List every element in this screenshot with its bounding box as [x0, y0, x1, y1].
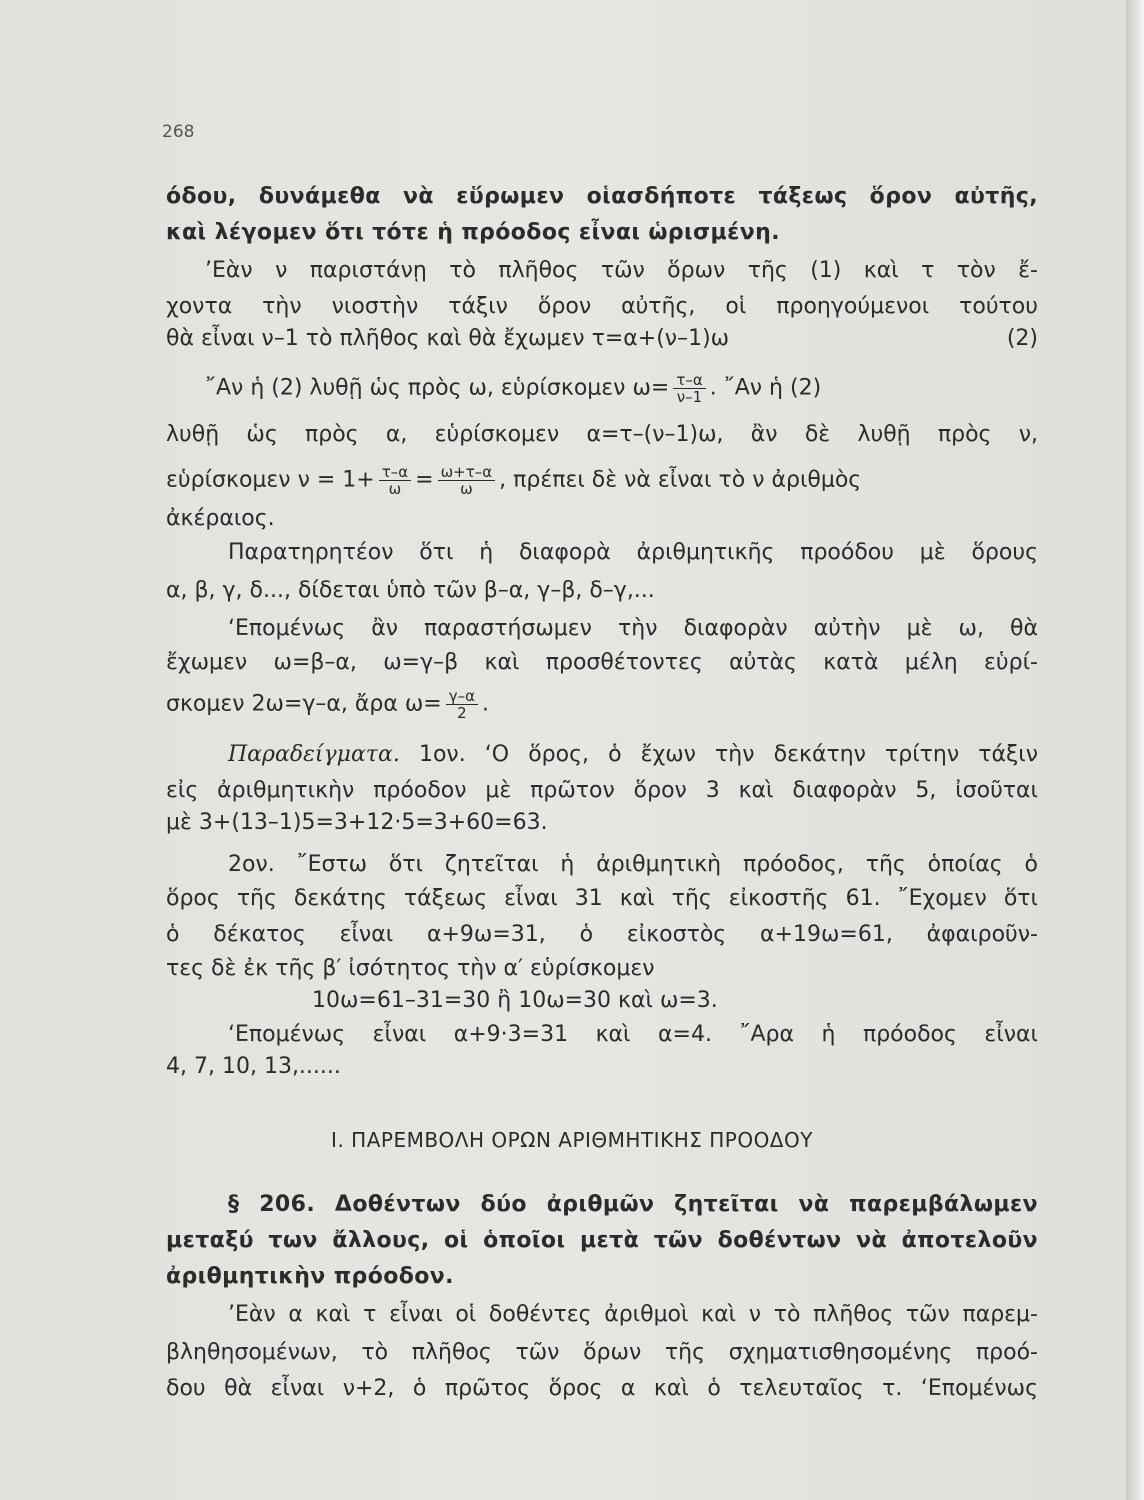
text-line: δου θὰ εἶναι ν+2, ὁ πρῶτος ὅρος α καὶ ὁ τελευταῖος τ. ‘Επομένως — [166, 1376, 1038, 1401]
text-line: ’Εὰν ν παριστάνῃ τὸ πλῆθος τῶν ὅρων τῆς (1) καὶ τ τὸν ἔ- — [205, 258, 1038, 283]
page-edge — [1126, 0, 1144, 1500]
formula-line — [205, 372, 1038, 405]
text-line: όδου, δυνάμεθα νὰ εὕρωμεν οἱασδήποτε τάξεως ὅρον αὐτῆς, — [166, 184, 1038, 209]
text-line: εἰς ἀριθμητικὴν πρόοδον μὲ πρῶτον ὅρον 3 καὶ διαφορὰν 5, ἰσοῦται — [166, 778, 1038, 803]
equation-tag: (2) — [1006, 326, 1038, 351]
text-line: ’Εὰν α καὶ τ εἶναι οἱ δοθέντες ἀριθμοὶ καὶ ν τὸ πλῆθος τῶν παρεμ- — [228, 1302, 1038, 1327]
formula-line — [166, 324, 1038, 354]
fraction — [379, 464, 411, 497]
text-line: θὰ εἶναι ν–1 τὸ πλῆθος καὶ θὰ ἔχωμεν τ=α+(ν–1)ω — [166, 326, 730, 351]
fraction-denominator: ν–1 — [676, 388, 703, 406]
text-segment: 1ον. ‘Ο ὅρος, ὁ ἔχων τὴν δεκάτην τρίτην τάξιν — [399, 742, 1038, 767]
text-line: λυθῇ ὡς πρὸς α, εὑρίσκομεν α=τ–(ν–1)ω, ἂν δὲ λυθῇ πρὸς ν, — [166, 422, 1038, 447]
text-line: βληθησομένων, τὸ πλῆθος τῶν ὅρων τῆς σχηματισθησομένης προό- — [166, 1340, 1038, 1365]
page-number: 268 — [162, 122, 195, 142]
section-heading: Ι. ΠΑΡΕΜΒΟΛΗ ΟΡΩΝ ΑΡΙΘΜΗΤΙΚΗΣ ΠΡΟΟΔΟΥ — [331, 1128, 813, 1152]
fraction — [438, 464, 496, 497]
text-segment: . — [482, 691, 489, 717]
text-line: ὁ δέκατος εἶναι α+9ω=31, ὁ εἰκοστὸς α+19ω=61, ἀφαιροῦν- — [166, 922, 1038, 947]
text-segment: = — [415, 467, 434, 493]
text-line: Παρατηρητέον ὅτι ἡ διαφορὰ ἀριθμητικῆς προόδου μὲ ὅρους — [228, 540, 1038, 565]
text-line: μεταξύ των ἄλλους, οἱ ὁποῖοι μετὰ τῶν δοθέντων νὰ ἀποτελοῦν — [166, 1228, 1038, 1253]
text-line: χοντα τὴν νιοστὴν τάξιν ὅρον αὐτῆς, οἱ προηγούμενοι τούτου — [166, 294, 1038, 319]
formula-line — [166, 688, 1038, 721]
text-line: § 206. Δοθέντων δύο ἀριθμῶν ζητεῖται νὰ παρεμβάλωμεν — [228, 1192, 1038, 1217]
fraction — [446, 688, 478, 721]
text-line: 4, 7, 10, 13,...... — [166, 1054, 341, 1079]
centered-formula: 10ω=61–31=30 ἢ 10ω=30 καὶ ω=3. — [312, 988, 718, 1013]
text-segment: σκομεν 2ω=γ–α, ἄρα ω= — [166, 691, 442, 717]
text-segment: , πρέπει δὲ νὰ εἶναι τὸ ν ἀριθμὸς — [499, 467, 862, 493]
text-line: καὶ λέγομεν ὅτι τότε ἡ πρόοδος εἶναι ὡρισμένη. — [166, 220, 781, 245]
fraction-denominator: ω — [388, 480, 402, 498]
text-line: μὲ 3+(13–1)5=3+12·5=3+60=63. — [166, 810, 548, 835]
text-line: 2ον. ῎Εστω ὅτι ζητεῖται ἡ ἀριθμητικὴ πρόοδος, τῆς ὁποίας ὁ — [228, 852, 1038, 877]
fraction-numerator: τ–α — [673, 372, 705, 389]
text-line: ἀκέραιος. — [166, 506, 275, 531]
text-line: ‘Επομένως εἶναι α+9·3=31 καὶ α=4. ῎Αρα ἡ πρόοδος εἶναι — [228, 1022, 1038, 1047]
formula-line — [228, 740, 1038, 770]
examples-label: Παραδείγματα. — [228, 742, 400, 767]
text-segment: ῎Αν ἡ (2) λυθῇ ὡς πρὸς ω, εὑρίσκομεν ω= — [205, 375, 670, 401]
text-line: ἔχωμεν ω=β–α, ω=γ–β καὶ προσθέτοντες αὐτὰς κατὰ μέλη εὑρί- — [166, 650, 1038, 675]
fraction-numerator: γ–α — [446, 688, 478, 705]
text-line: α, β, γ, δ..., δίδεται ὑπὸ τῶν β–α, γ–β, δ–γ,... — [166, 578, 655, 603]
fraction-denominator: ω — [460, 480, 473, 498]
fraction-denominator: 2 — [457, 704, 467, 722]
fraction — [673, 372, 705, 405]
text-line: ‘Επομένως ἂν παραστήσωμεν τὴν διαφορὰν αὐτὴν μὲ ω, θὰ — [228, 616, 1038, 641]
text-segment: . ῎Αν ἡ (2) — [709, 375, 822, 401]
fraction-numerator: τ–α — [379, 464, 411, 481]
text-segment: εὑρίσκομεν ν = 1+ — [166, 467, 375, 493]
text-line: ὅρος τῆς δεκάτης τάξεως εἶναι 31 καὶ τῆς εἰκοστῆς 61. ῎Εχομεν ὅτι — [166, 886, 1038, 911]
text-line: ἀριθμητικὴν πρόοδον. — [166, 1264, 454, 1289]
fraction-numerator: ω+τ–α — [438, 464, 496, 481]
text-line: τες δὲ ἐκ τῆς β′ ἰσότητος τὴν α′ εὑρίσκομεν — [166, 956, 655, 981]
formula-line — [166, 464, 1038, 497]
